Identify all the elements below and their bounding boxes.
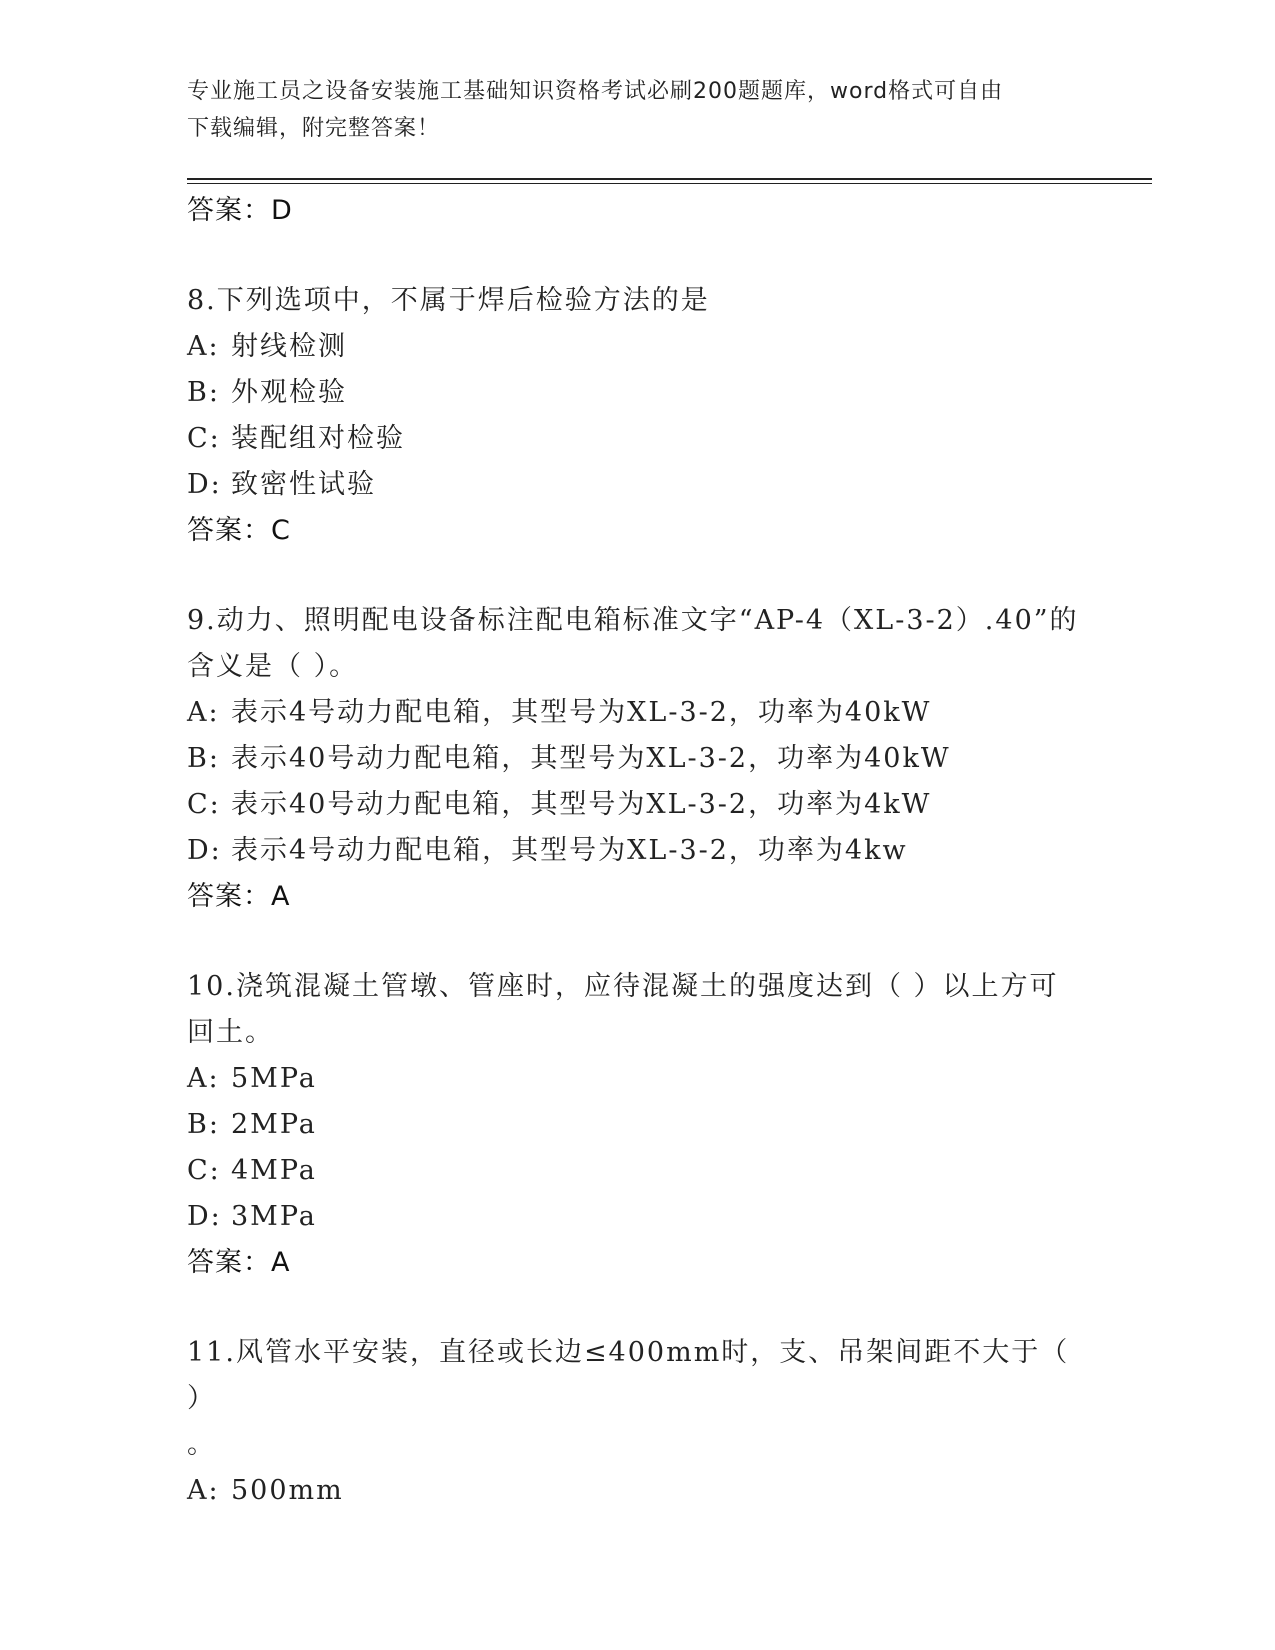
option-b xyxy=(187,370,1087,416)
option-text: 2MPa xyxy=(231,1109,317,1140)
question-stem-line-1: 11.风管水平安装，直径或长边≤400mm时，支、吊架间距不大于（ ） xyxy=(187,1337,1070,1414)
option-text: 500mm xyxy=(231,1475,344,1506)
option-text: 3MPa xyxy=(231,1201,317,1232)
question-stem: 8.下列选项中，不属于焊后检验方法的是 xyxy=(187,285,710,316)
option-a xyxy=(187,1056,1087,1102)
question-stem-line-2: 含义是（ ）。 xyxy=(187,651,359,682)
option-text: 表示40号动力配电箱，其型号为XL-3-2，功率为40kW xyxy=(231,743,951,774)
option-key: C: xyxy=(187,789,221,820)
answer-line: 答案：D xyxy=(187,195,293,226)
option-key: C: xyxy=(187,1155,221,1186)
option-d xyxy=(187,1194,1087,1240)
option-key: B: xyxy=(187,377,220,408)
question-11 xyxy=(187,1330,1087,1514)
option-text: 5MPa xyxy=(231,1063,317,1094)
option-a xyxy=(187,324,1087,370)
option-b xyxy=(187,1102,1087,1148)
question-stem-line-1: 9.动力、照明配电设备标注配电箱标准文字“AP-4（XL-3-2）.40”的 xyxy=(187,605,1079,636)
header-divider-thin xyxy=(187,183,1152,184)
page-header xyxy=(187,73,1077,147)
option-key: A: xyxy=(187,697,220,728)
option-text: 表示40号动力配电箱，其型号为XL-3-2，功率为4kW xyxy=(231,789,932,820)
question-stem-line-2: 回土。 xyxy=(187,1017,274,1048)
option-text: 外观检验 xyxy=(231,377,347,408)
option-key: A: xyxy=(187,1063,220,1094)
header-line-2: 下载编辑，附完整答案！ xyxy=(187,116,441,141)
option-text: 表示4号动力配电箱，其型号为XL-3-2，功率为40kW xyxy=(231,697,932,728)
option-a xyxy=(187,1468,1087,1514)
option-key: B: xyxy=(187,743,220,774)
option-text: 致密性试验 xyxy=(231,469,376,500)
option-b xyxy=(187,736,1087,782)
option-a xyxy=(187,690,1087,736)
option-key: A: xyxy=(187,331,220,362)
option-key: A: xyxy=(187,1475,220,1506)
option-text: 4MPa xyxy=(231,1155,317,1186)
answer-line: 答案：A xyxy=(187,881,291,912)
option-d xyxy=(187,462,1087,508)
option-c xyxy=(187,416,1087,462)
option-c xyxy=(187,782,1087,828)
option-text: 装配组对检验 xyxy=(231,423,405,454)
option-key: D: xyxy=(187,1201,222,1232)
answer-line: 答案：A xyxy=(187,1247,291,1278)
question-stem-line-1: 10.浇筑混凝土管墩、管座时，应待混凝土的强度达到（ ）以上方可 xyxy=(187,971,1059,1002)
option-text: 表示4号动力配电箱，其型号为XL-3-2，功率为4kw xyxy=(231,835,908,866)
option-c xyxy=(187,1148,1087,1194)
option-key: B: xyxy=(187,1109,220,1140)
option-key: D: xyxy=(187,835,222,866)
header-line-1: 专业施工员之设备安装施工基础知识资格考试必刷200题题库，word格式可自由 xyxy=(187,79,1004,104)
question-10 xyxy=(187,964,1087,1286)
question-list xyxy=(187,188,1087,1514)
option-d xyxy=(187,828,1087,874)
option-key: C: xyxy=(187,423,221,454)
question-stem-line-2: 。 xyxy=(187,1429,216,1460)
option-key: D: xyxy=(187,469,222,500)
question-9 xyxy=(187,598,1087,920)
question-8 xyxy=(187,278,1087,554)
answer-line: 答案：C xyxy=(187,515,291,546)
option-text: 射线检测 xyxy=(231,331,347,362)
header-divider-thick xyxy=(187,178,1152,180)
